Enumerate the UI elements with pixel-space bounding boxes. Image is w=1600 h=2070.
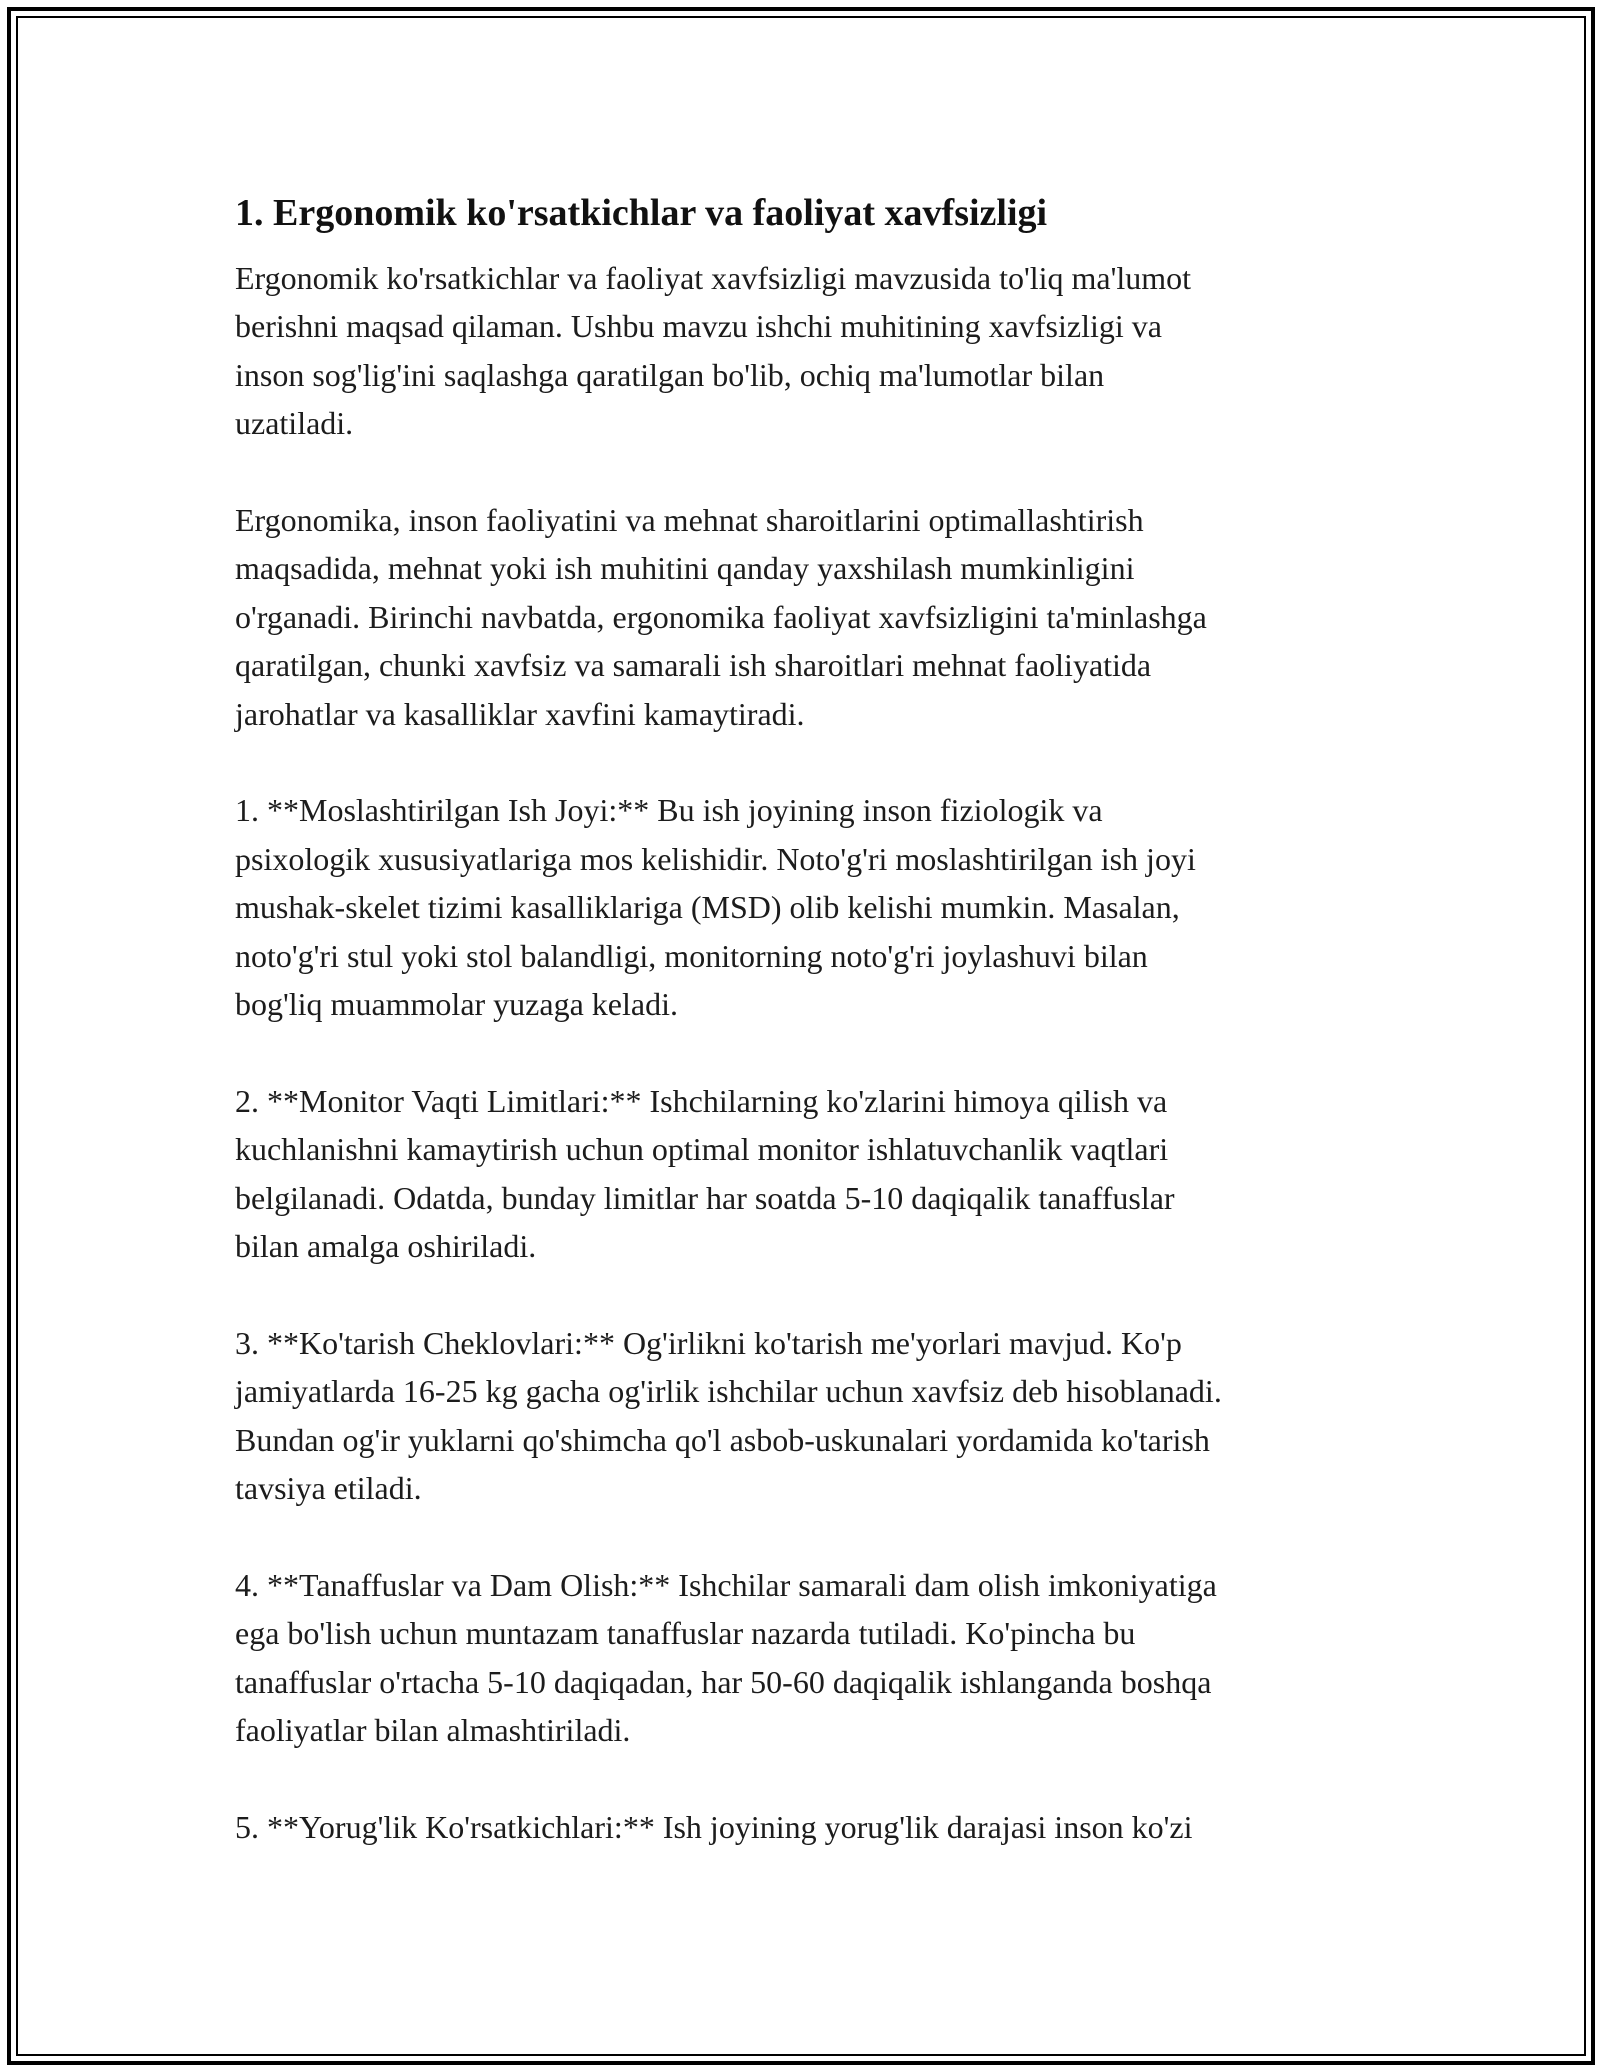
list-item-lighting: 5. **Yorug'lik Ko'rsatkichlari:** Ish joyining yorug'lik darajasi inson ko'zi <box>235 1808 1193 1845</box>
list-item-lifting-limits: 3. **Ko'tarish Cheklovlari:** Og'irlikni ko'tarish me'yorlari mavjud. Ko'p jamiyatlarda 16-25 kg gacha og'irlik ishchilar uchun xavfsiz deb hisoblanadi. Bundan og'ir yuklarni qo'shimcha qo'l asbob-uskunalari yordamida ko'tarish tavsiya etiladi. <box>235 1324 1222 1507</box>
document-title: 1. Ergonomik ko'rsatkichlar va faoliyat xavfsizligi <box>235 192 1048 234</box>
list-item-workplace: 1. **Moslashtirilgan Ish Joyi:** Bu ish joyining inson fiziologik va psixologik xususiyatlariga mos kelishidir. Noto'g'ri moslashtirilgan ish joyi mushak-skelet tizimi kasalliklariga (MSD) olib kelishi mumkin. Masalan, noto'g'ri stul yoki stol balandligi, monitorning noto'g'ri joylashuvi bilan bog'liq muammolar yuzaga keladi. <box>235 792 1196 1023</box>
paragraph-intro: Ergonomik ko'rsatkichlar va faoliyat xavfsizligi mavzusida to'liq ma'lumot berishni maqsad qilaman. Ushbu mavzu ishchi muhitining xavfsizligi va inson sog'lig'ini saqlashga qaratilgan bo'lib, ochiq ma'lumotlar bilan uzatiladi. <box>235 260 1192 442</box>
list-item-monitor-limits: 2. **Monitor Vaqti Limitlari:** Ishchilarning ko'zlarini himoya qilish va kuchlanishni kamaytirish uchun optimal monitor ishlatuvchanlik vaqtlari belgilanadi. Odatda, bunday limitlar har soatda 5-10 daqiqalik tanaffuslar bilan amalga oshiriladi. <box>235 1082 1175 1265</box>
paragraph-ergonomics: Ergonomika, inson faoliyatini va mehnat sharoitlarini optimallashtirish maqsadida, mehnat yoki ish muhitini qanday yaxshilash mumkinligini o'rganadi. Birinchi navbatda, ergonomika faoliyat xavfsizligini ta'minlashga qaratilgan, chunki xavfsiz va samarali ish sharoitlari mehnat faoliyatida jarohatlar va kasalliklar xavfini kamaytiradi. <box>235 502 1207 732</box>
document-body <box>235 185 1375 1900</box>
list-item-breaks: 4. **Tanaffuslar va Dam Olish:** Ishchilar samarali dam olish imkoniyatiga ega bo'lish uchun muntazam tanaffuslar nazarda tutiladi. Ko'pincha bu tanaffuslar o'rtacha 5-10 daqiqadan, har 50-60 daqiqalik ishlanganda boshqa faoliyatlar bilan almashtiriladi. <box>235 1566 1217 1749</box>
